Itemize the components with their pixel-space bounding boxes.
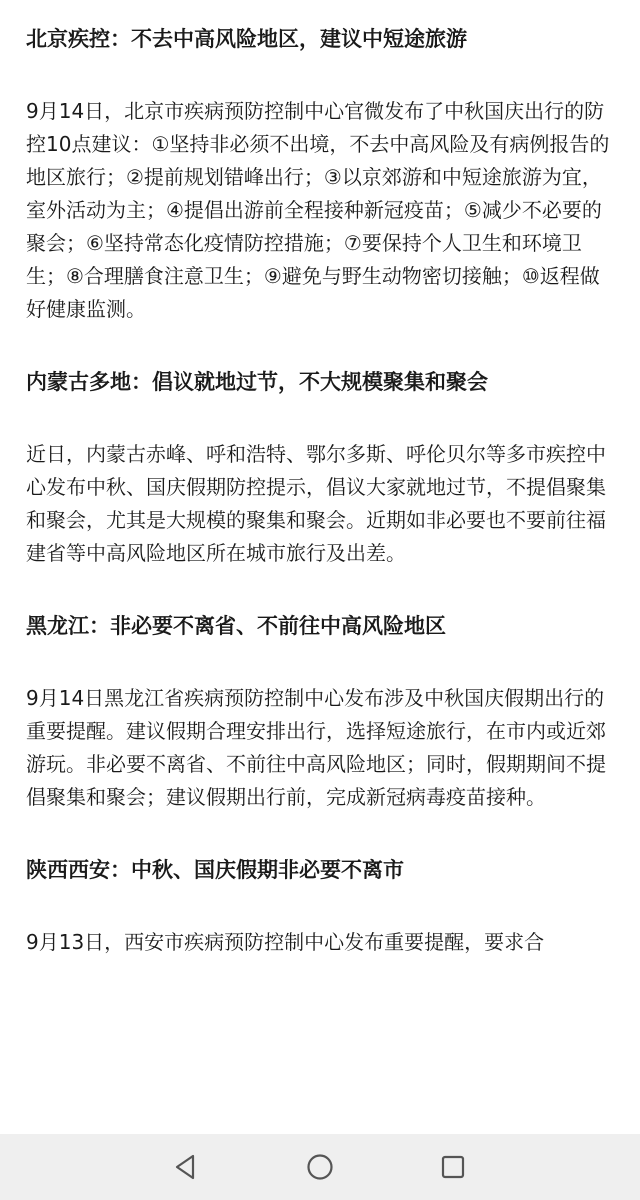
section-body-heilongjiang: 9月14日黑龙江省疾病预防控制中心发布涉及中秋国庆假期出行的重要提醒。建议假期合理安排出行，选择短途旅行，在市内或近郊游玩。非必要不离省、不前往中高风险地区；同时，假期期间不提倡聚集和聚会；建议假期出行前，完成新冠病毒疫苗接种。 [26,686,606,809]
section-heading-xian: 陕西西安：中秋、国庆假期非必要不离市 [26,858,404,882]
home-circle-icon [306,1153,334,1181]
back-triangle-icon [173,1154,197,1180]
back-button[interactable] [168,1150,202,1184]
recents-button[interactable] [436,1150,470,1184]
section-heading-heilongjiang: 黑龙江：非必要不离省、不前往中高风险地区 [26,614,446,638]
home-button[interactable] [303,1150,337,1184]
recents-square-icon [440,1154,466,1180]
section-body-beijing: 9月14日，北京市疾病预防控制中心官微发布了中秋国庆出行的防控10点建议：①坚持非必须不出境，不去中高风险及有病例报告的地区旅行；②提前规划错峰出行；③以京郊游和中短途旅游为宜，室外活动为主；④提倡出游前全程接种新冠疫苗；⑤减少不必要的聚会；⑥坚持常态化疫情防控措施；⑦要保持个人卫生和环境卫生；⑧合理膳食注意卫生；⑨避免与野生动物密切接触；⑩返程做好健康监测。 [26,99,610,321]
section-body-xian: 9月13日，西安市疾病预防控制中心发布重要提醒，要求合 [26,930,545,954]
section-heading-beijing: 北京疾控：不去中高风险地区，建议中短途旅游 [26,27,467,51]
section-heading-neimenggu: 内蒙古多地：倡议就地过节，不大规模聚集和聚会 [26,370,488,394]
section-body-neimenggu: 近日，内蒙古赤峰、呼和浩特、鄂尔多斯、呼伦贝尔等多市疾控中心发布中秋、国庆假期防控提示，倡议大家就地过节，不提倡聚集和聚会，尤其是大规模的聚集和聚会。近期如非必要也不要前往福建省等中高风险地区所在城市旅行及出差。 [26,442,606,565]
system-navigation-bar [0,1134,640,1200]
